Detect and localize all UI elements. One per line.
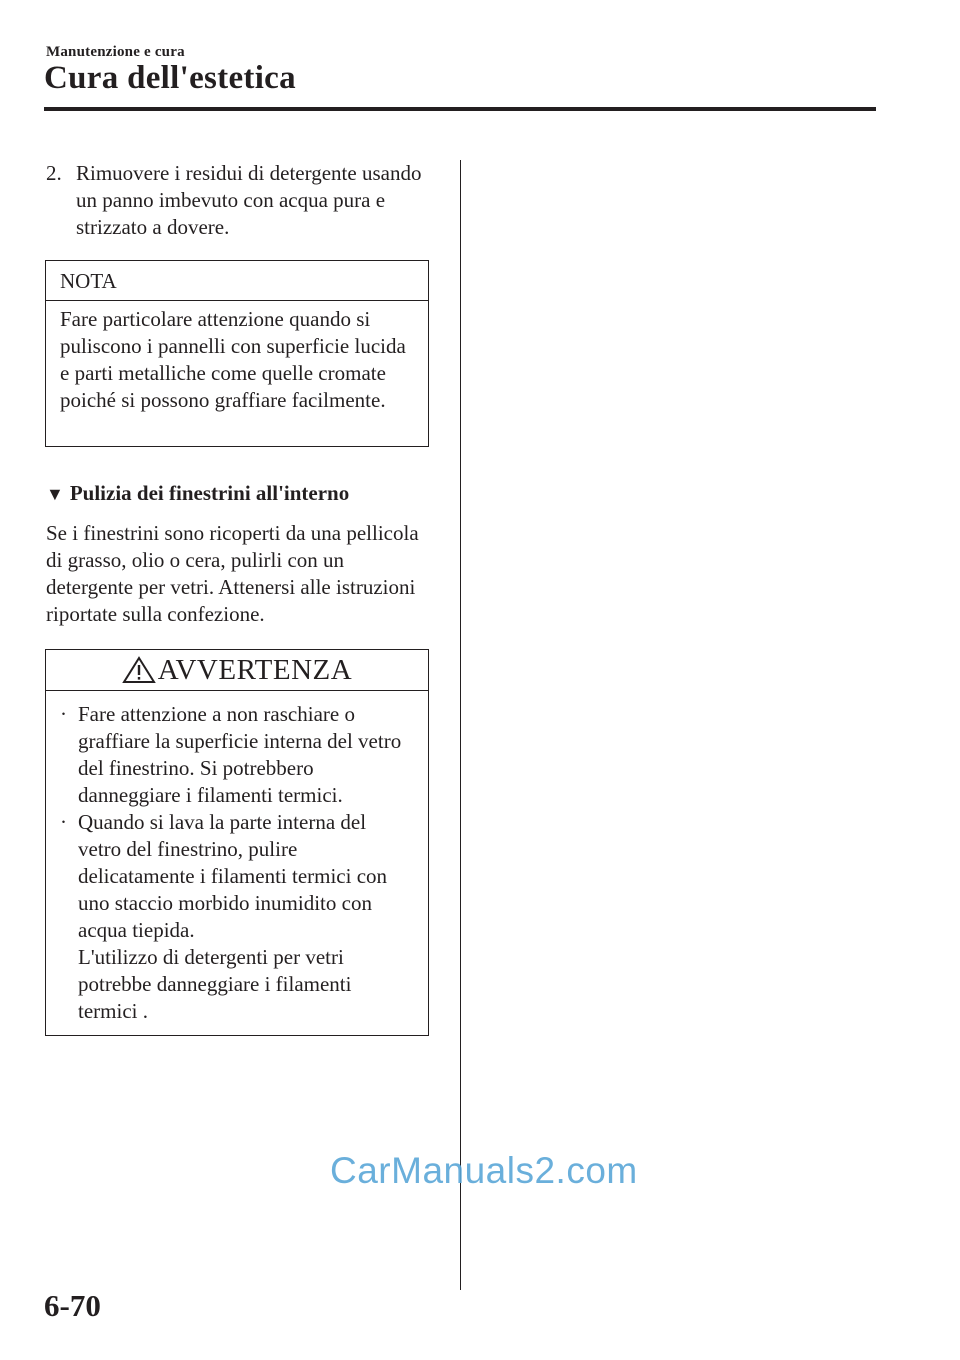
section-heading-text: Pulizia dei finestrini all'interno: [69, 481, 350, 505]
note-text: Fare particolare attenzione quando si puliscono i pannelli con superficie lucida e parti metalliche come quelle cromate poiché si possono graffiare facilmente.: [60, 307, 406, 412]
step-number: 2.: [46, 161, 62, 185]
section-paragraph: Se i finestrini sono ricoperti da una pellicola di grasso, olio o cera, pulirli con un detergente per vetri. Attenersi alle istruzioni riportate sulla confezione.: [46, 521, 419, 626]
watermark: CarManuals2.com: [330, 1150, 638, 1191]
triangle-down-icon: ▼: [46, 484, 64, 504]
step-2: [46, 160, 436, 241]
page-title: Cura dell'estetica: [44, 60, 296, 96]
step-text: Rimuovere i residui di detergente usando un panno imbevuto con acqua pura e strizzato a dovere.: [76, 161, 422, 239]
warning-extra: [60, 944, 414, 1025]
warning-extra-text: L'utilizzo di detergenti per vetri potrebbe danneggiare i filamenti termici .: [78, 945, 352, 1023]
section-label: Manutenzione e cura: [46, 44, 185, 60]
warning-body: [46, 691, 428, 1025]
bullet-dot: ·: [60, 702, 67, 726]
warning-title: AVVERTENZA: [157, 654, 353, 686]
page-number: 6-70: [44, 1288, 101, 1323]
warning-bullet: [60, 809, 414, 944]
section-heading: [46, 478, 349, 509]
bullet-dot: ·: [60, 810, 67, 834]
warning-icon: [122, 656, 156, 684]
warning-bullet-text: Fare attenzione a non raschiare o graffiare la superficie interna del vetro del finestrino. Si potrebbero danneggiare i filamenti termici.: [78, 702, 402, 807]
header-divider: [44, 107, 876, 111]
note-title: NOTA: [46, 261, 428, 301]
column-divider: [460, 160, 461, 1290]
warning-bullet: [60, 701, 414, 809]
warning-bullet-text: Quando si lava la parte interna del vetro del finestrino, pulire delicatamente i filamenti termici con uno staccio morbido inumidito con acqua tiepida.: [78, 810, 388, 942]
warning-header: [46, 650, 428, 691]
warning-box: [45, 649, 429, 1036]
note-box: [45, 260, 429, 447]
